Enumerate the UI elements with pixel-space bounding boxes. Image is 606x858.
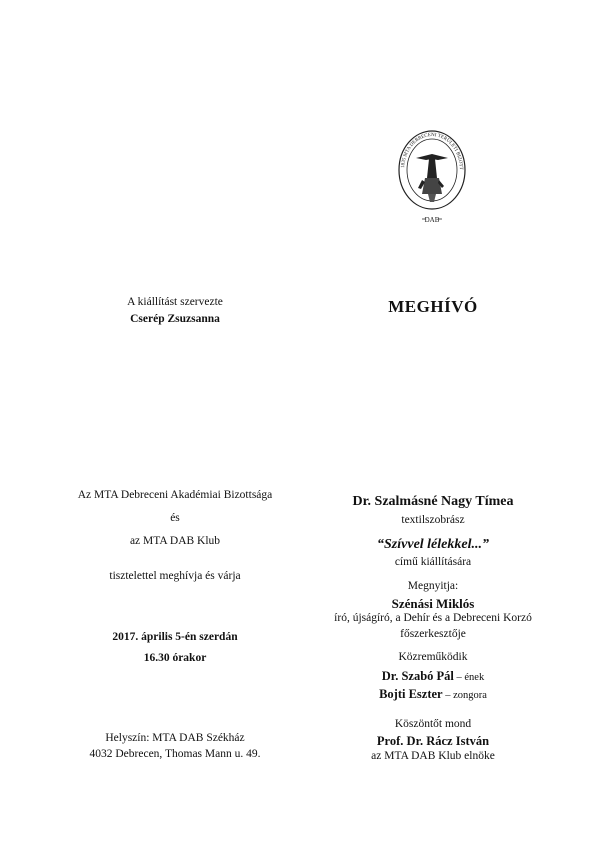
performers-label: Közreműködik: [398, 651, 468, 663]
organized-by-label: A kiállítást szervezte: [127, 296, 223, 308]
eagle-figure-icon: [416, 154, 448, 202]
venue-line-1: Helyszín: MTA DAB Székház: [105, 732, 245, 744]
event-date: 2017. április 5-én szerdán: [112, 631, 238, 643]
opener-role-line-2: főszerkesztője: [400, 628, 466, 640]
opener-name: Szénási Miklós: [391, 596, 475, 611]
page-title: MEGHÍVÓ: [388, 297, 478, 316]
opener-role-line-1: író, újságíró, a Dehír és a Debreceni Korzó: [334, 612, 532, 624]
exhibition-title: “Szívvel lélekkel...”: [377, 537, 489, 552]
performer-1-role: – ének: [453, 672, 485, 683]
opened-by-label: Megnyitja:: [407, 580, 459, 592]
exhibition-subtitle: című kiállítására: [394, 556, 472, 568]
event-time: 16.30 órakor: [143, 652, 207, 664]
performer-2-name: Bojti Eszter: [379, 687, 443, 701]
performer-1-name: Dr. Szabó Pál: [381, 669, 454, 683]
toast-name: Prof. Dr. Rácz István: [376, 734, 490, 748]
venue-line-2: 4032 Debrecen, Thomas Mann u. 49.: [89, 748, 261, 760]
organizer-name: Cserép Zsuzsanna: [130, 313, 220, 325]
toast-role: az MTA DAB Klub elnöke: [371, 750, 495, 762]
performer-1: [308, 667, 558, 685]
mta-dab-logo: [392, 118, 472, 236]
performer-2: [308, 685, 558, 703]
invite-text: tisztelettel meghívja és várja: [109, 570, 241, 582]
host-line-2: az MTA DAB Klub: [129, 535, 221, 547]
seal-bottom-text: DAB: [424, 216, 440, 224]
host-and: és: [170, 512, 180, 524]
toast-label: Köszöntőt mond: [394, 718, 472, 730]
performer-2-role: – zongora: [442, 690, 487, 701]
artist-role: textilszobrász: [401, 514, 465, 526]
host-line-1: Az MTA Debreceni Akadémiai Bizottsága: [77, 489, 273, 501]
artist-name: Dr. Szalmásné Nagy Tímea: [352, 494, 514, 509]
seal-text: 1835 MTA DEBRECENI TERÜLETI BIZOTT: [401, 132, 464, 170]
